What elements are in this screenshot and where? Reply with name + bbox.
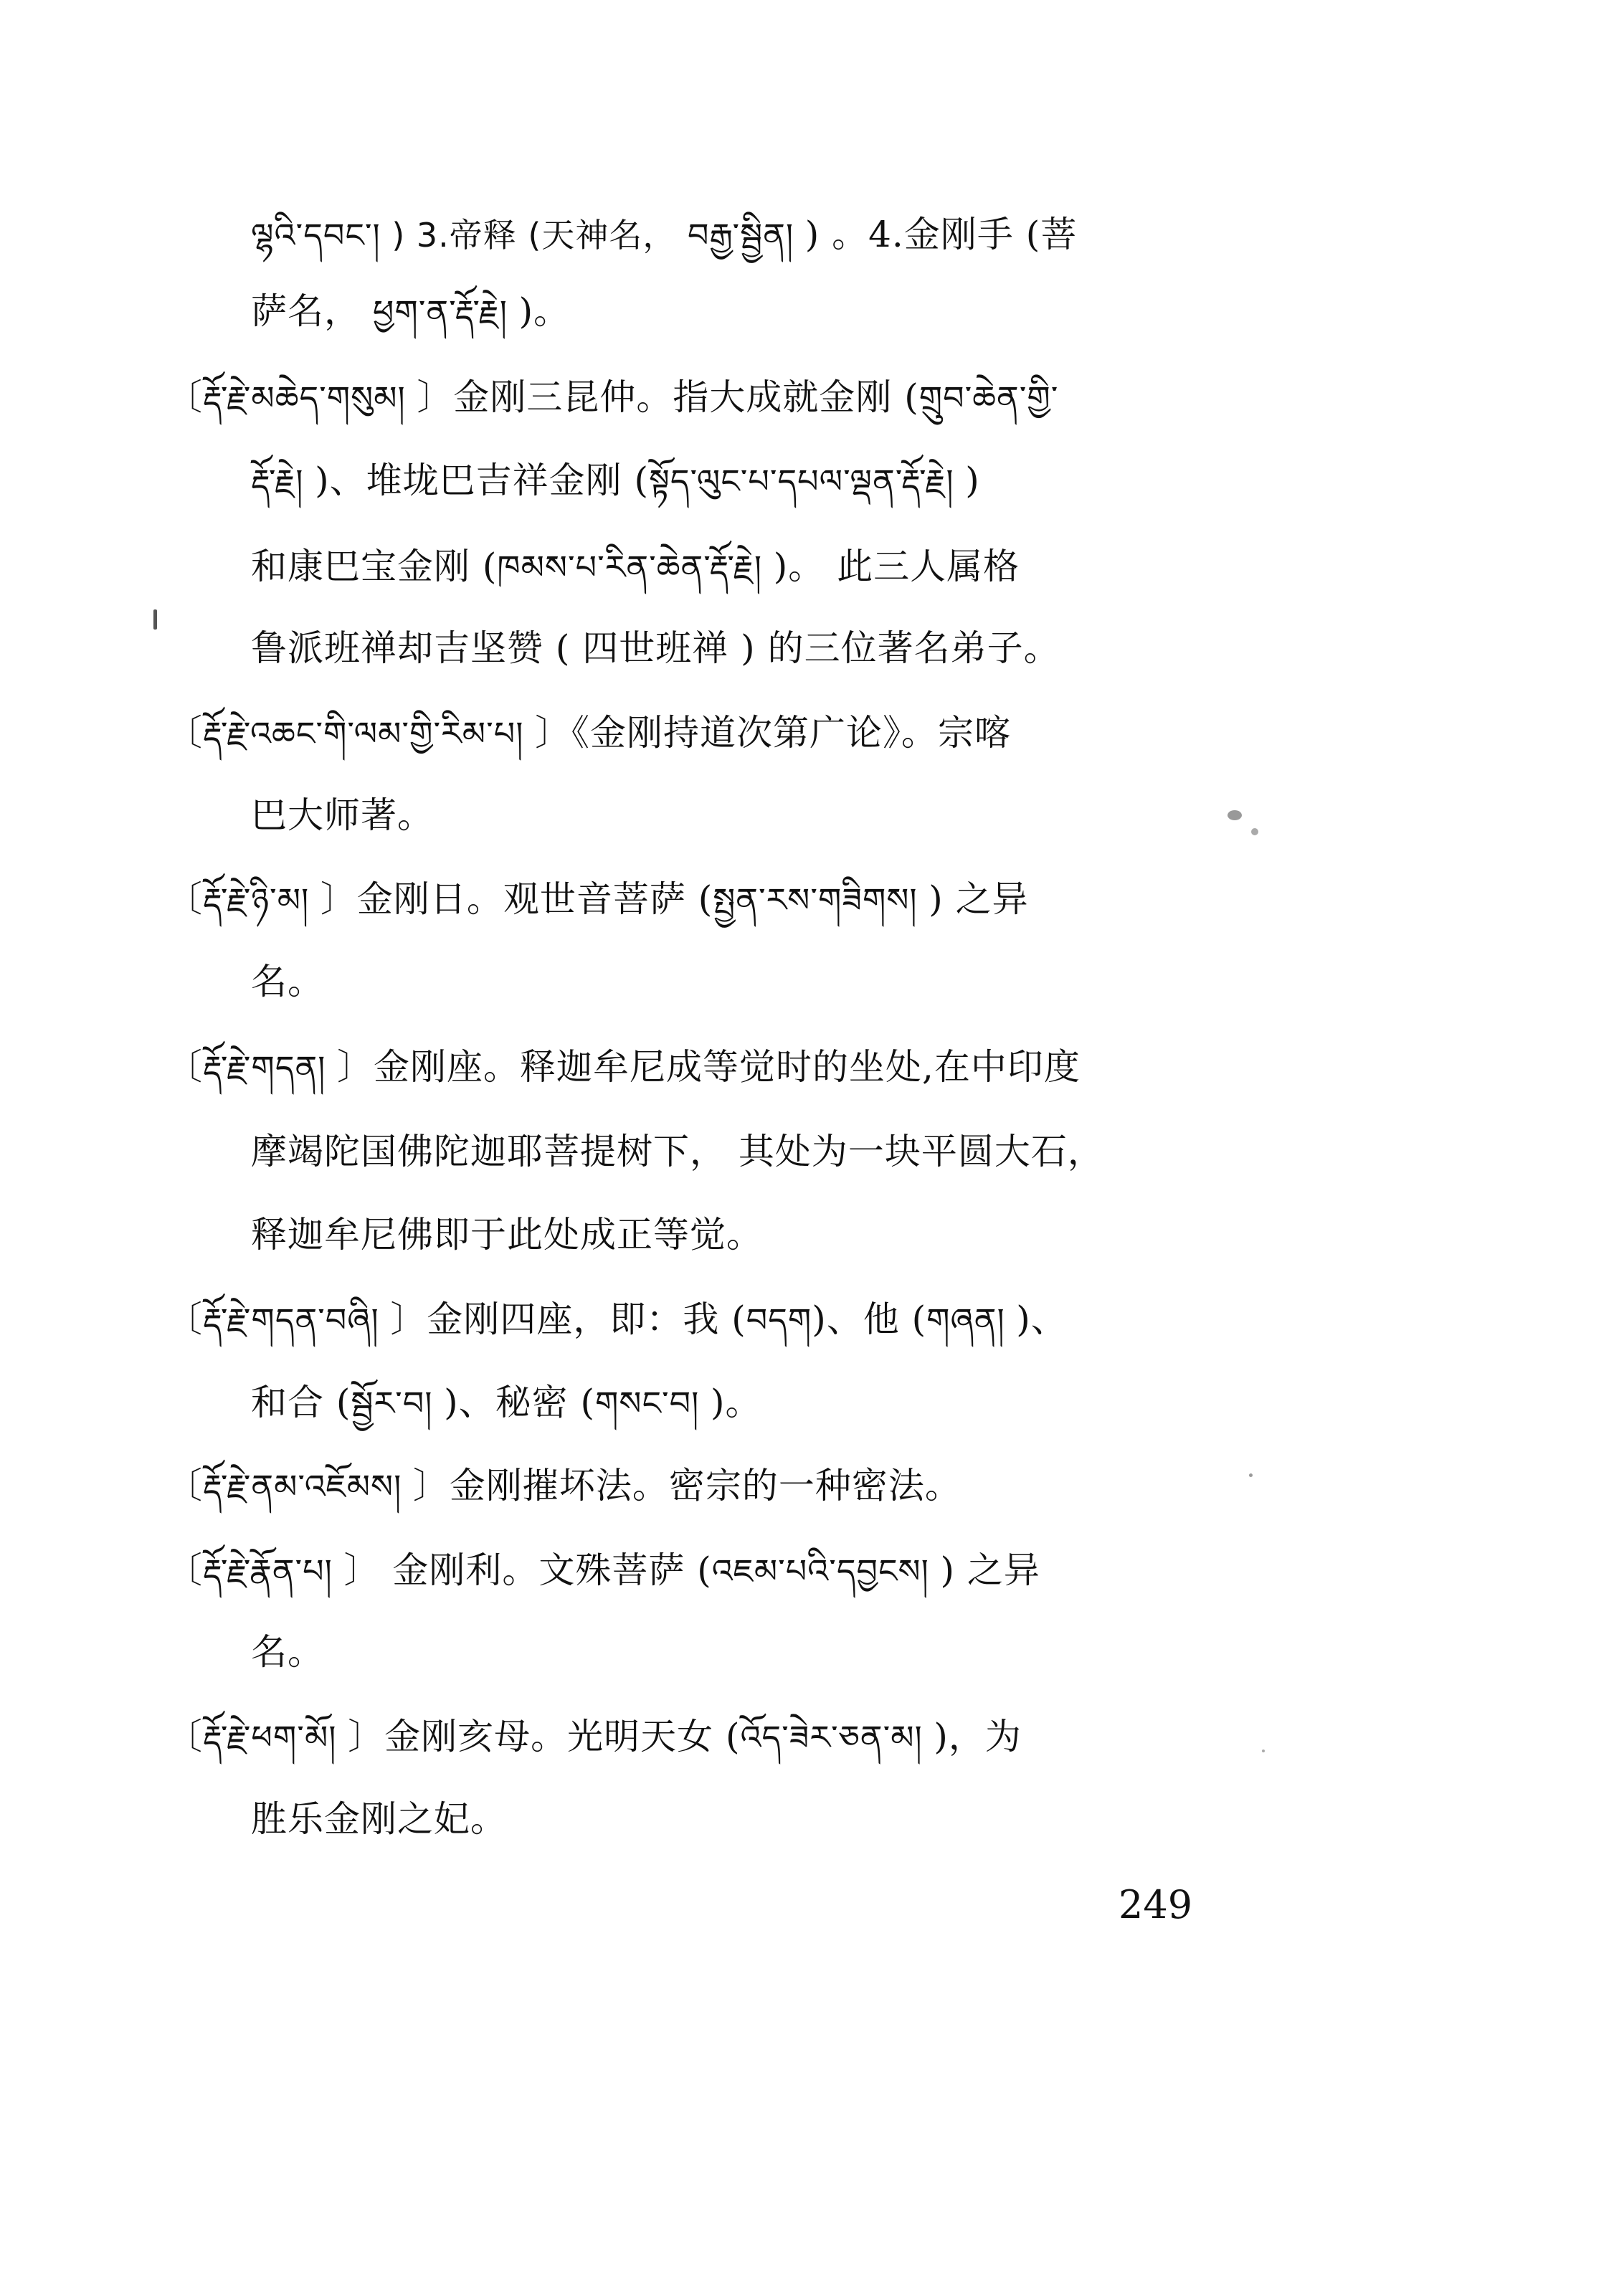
chinese-text: 胜乐金刚之妃。	[251, 1798, 507, 1840]
tibetan-text: ལྷའི་དབང་། ) 3.帝释 (天神名，	[251, 216, 688, 255]
definition-text: 〕 金刚利。文殊菩萨 (	[343, 1549, 712, 1591]
bracket: 〔	[166, 1716, 203, 1757]
chinese-text: )、堆垅巴吉祥金刚 (	[315, 460, 650, 501]
dictionary-entry-headword-line	[166, 1714, 1022, 1760]
dictionary-entry-headword-line	[166, 1547, 1040, 1594]
tibetan-headword: རྡོ་རྗེ་མཆེད་གསུམ།	[203, 379, 417, 417]
bracket: 〔	[166, 1549, 203, 1591]
text-line	[251, 1629, 324, 1675]
chinese-text: 释迦牟尼佛即于此处成正等觉。	[251, 1214, 763, 1255]
chinese-text: 萨名，	[251, 290, 373, 332]
definition-text: 〕《金刚持道次第广论》。宗喀	[535, 712, 1012, 754]
text-line	[251, 212, 1077, 258]
tibetan-text: གསང་བ།	[595, 1384, 711, 1423]
tibetan-text: ཁམས་པ་རིན་ཆེན་རྡོ་རྗེ།	[497, 548, 774, 587]
tibetan-text: རྡོ་རྗེ།	[251, 462, 315, 500]
tibetan-text: བདག	[746, 1301, 812, 1339]
tibetan-text: སྟོད་ལུང་པ་དཔལ་ལྡན་རྡོ་རྗེ།	[649, 462, 966, 500]
scan-speck	[1228, 810, 1242, 820]
dictionary-entry-headword-line	[166, 710, 1011, 756]
chinese-text: )。 此三人属格	[773, 546, 1020, 587]
scan-speck	[153, 609, 157, 630]
text-line	[251, 1796, 507, 1842]
text-line	[251, 1380, 762, 1426]
tibetan-headword: རྡོ་རྗེ་ཕག་མོ།	[203, 1718, 348, 1757]
tibetan-headword: རྡོ་རྗེ་རྣོན་པ།	[203, 1552, 344, 1590]
tibetan-text: འོད་ཟེར་ཅན་མ།	[740, 1718, 934, 1757]
chinese-text: )、秘密 (	[444, 1382, 596, 1423]
text-line	[251, 288, 570, 335]
tibetan-text: སྦྱོར་བ།	[351, 1384, 445, 1423]
chinese-text: )。	[711, 1382, 762, 1423]
tibetan-text: གྲུབ་ཆེན་གྱི་	[918, 379, 1059, 417]
chinese-text: )，为	[934, 1716, 1022, 1757]
definition-text: 〕金刚亥母。光明天女 (	[348, 1716, 741, 1757]
chinese-text: )。	[518, 290, 571, 332]
tibetan-text: ཕྱག་ན་རྡོ་རྗེ།	[372, 293, 519, 331]
tibetan-headword: རྡོ་རྗེ་ནམ་འཇོམས།	[203, 1467, 413, 1506]
bracket: 〔	[166, 1299, 203, 1340]
chinese-text: 和康巴宝金刚 (	[251, 546, 498, 587]
text-line	[251, 1129, 1104, 1174]
tibetan-text: གཞན།	[926, 1301, 1017, 1339]
chinese-text: )、他 (	[812, 1299, 927, 1340]
text-line	[251, 959, 324, 1005]
definition-text: 〕金刚日。观世音菩萨 (	[320, 878, 713, 920]
chinese-text: ) 之异	[929, 878, 1029, 920]
tibetan-headword: རྡོ་རྗེ་གདན་བཞི།	[203, 1301, 391, 1339]
tibetan-text: སྤྱན་རས་གཟིགས།	[713, 880, 929, 919]
dictionary-entry-headword-line	[166, 876, 1029, 923]
scan-speck	[1249, 1473, 1253, 1477]
chinese-text: 名。	[251, 1631, 324, 1673]
chinese-text: ) 之异	[940, 1549, 1040, 1591]
dictionary-entry-headword-line	[166, 374, 1058, 421]
text-line	[251, 625, 1060, 671]
dictionary-entry-headword-line	[166, 1296, 1068, 1343]
chinese-text: 和合 (	[251, 1382, 351, 1423]
tibetan-text: འཇམ་པའི་དབྱངས།	[711, 1552, 941, 1590]
text-line	[251, 543, 1020, 590]
tibetan-text: བརྒྱ་སྦྱིན།	[688, 216, 805, 255]
scan-speck	[1262, 1750, 1265, 1752]
definition-text: 〕金刚摧坏法。密宗的一种密法。	[412, 1465, 961, 1506]
chinese-text: )、	[1016, 1299, 1068, 1340]
bracket: 〔	[166, 1046, 203, 1088]
dictionary-entry-headword-line	[166, 1044, 1081, 1091]
text-line	[251, 457, 980, 504]
tibetan-headword: རྡོ་རྗེ་འཆང་གི་ལམ་གྱི་རིམ་པ།	[203, 714, 536, 753]
bracket: 〔	[166, 712, 203, 754]
chinese-text: ) 。4.金刚手 (菩	[804, 214, 1078, 255]
text-line	[251, 792, 434, 838]
text-line	[251, 1212, 763, 1258]
chinese-text: 名。	[251, 961, 324, 1002]
tibetan-headword: རྡོ་རྗེ་གདན།	[203, 1048, 337, 1087]
chinese-text: 摩竭陀国佛陀迦耶菩提树下， 其处为一块平圆大石，	[251, 1131, 1104, 1172]
definition-text: 〕金刚座。释迦牟尼成等觉时的坐处,在中印度	[336, 1046, 1081, 1088]
bracket: 〔	[166, 878, 203, 920]
scan-speck	[1251, 828, 1258, 835]
bracket: 〔	[166, 376, 203, 418]
chinese-text: 鲁派班禅却吉坚赞 ( 四世班禅 ) 的三位著名弟子。	[251, 627, 1060, 669]
dictionary-entry-headword-line	[166, 1463, 961, 1509]
chinese-text: )	[965, 460, 980, 501]
definition-text: 〕金刚三昆仲。指大成就金刚 (	[417, 376, 919, 418]
tibetan-headword: རྡོ་རྗེ་ཉི་མ།	[203, 880, 320, 919]
bracket: 〔	[166, 1465, 203, 1506]
page-number: 249	[1119, 1882, 1193, 1927]
chinese-text: 巴大师著。	[251, 794, 434, 836]
definition-text: 〕金刚四座，即：我 (	[390, 1299, 746, 1340]
